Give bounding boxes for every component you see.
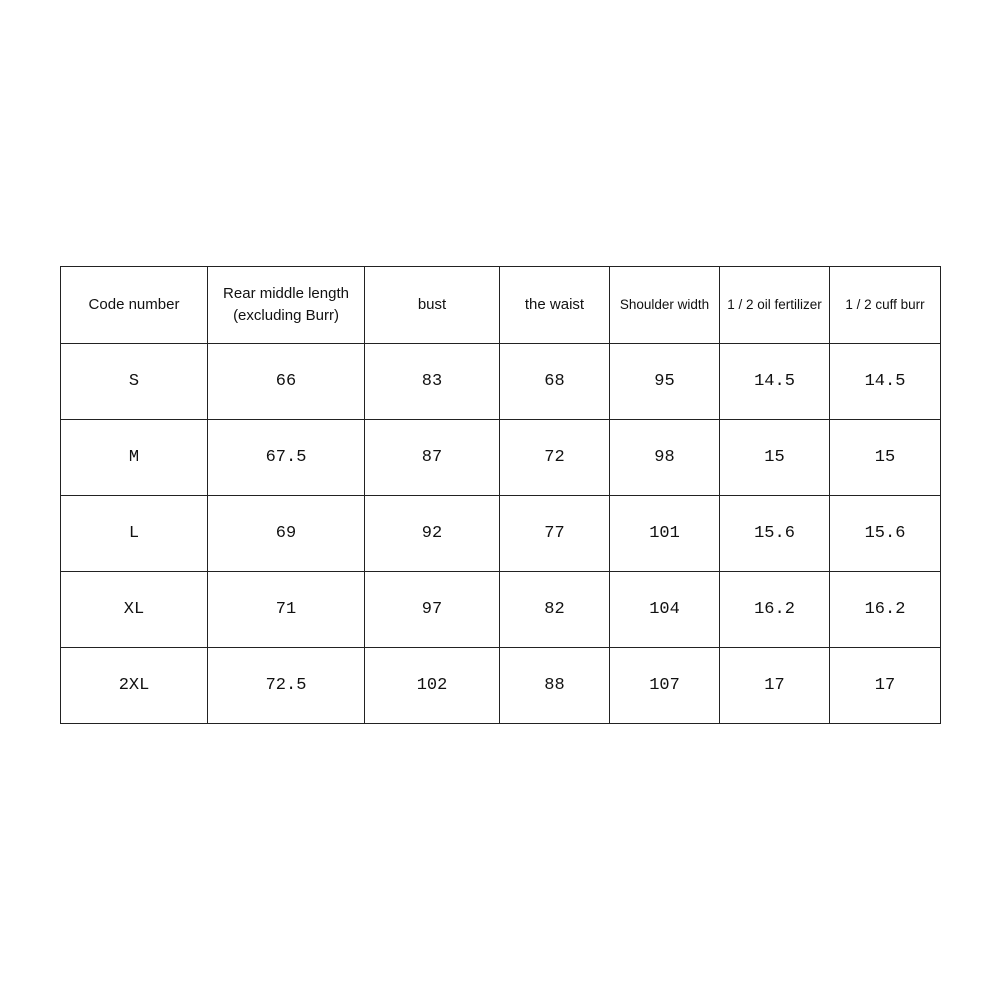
- cell-bust: 83: [365, 344, 500, 420]
- cell-waist: 82: [500, 572, 610, 648]
- cell-half-cuff-burr: 15.6: [830, 496, 941, 572]
- cell-half-oil-fertilizer: 16.2: [720, 572, 830, 648]
- cell-bust: 97: [365, 572, 500, 648]
- table-row: [61, 496, 941, 572]
- cell-size-code: L: [61, 496, 208, 572]
- table-row: [61, 420, 941, 496]
- header-code-number: Code number: [61, 267, 208, 344]
- table-header-row: [61, 267, 941, 344]
- cell-size-code: 2XL: [61, 648, 208, 724]
- cell-rear-middle-length: 69: [208, 496, 365, 572]
- cell-bust: 87: [365, 420, 500, 496]
- cell-waist: 77: [500, 496, 610, 572]
- cell-rear-middle-length: 71: [208, 572, 365, 648]
- cell-half-cuff-burr: 15: [830, 420, 941, 496]
- cell-half-oil-fertilizer: 15: [720, 420, 830, 496]
- header-rear-middle-length: Rear middle length (excluding Burr): [208, 267, 365, 344]
- header-half-oil-fertilizer: 1 / 2 oil fertilizer: [720, 267, 830, 344]
- table-row: [61, 344, 941, 420]
- cell-size-code: XL: [61, 572, 208, 648]
- cell-half-cuff-burr: 16.2: [830, 572, 941, 648]
- cell-half-oil-fertilizer: 17: [720, 648, 830, 724]
- cell-half-oil-fertilizer: 14.5: [720, 344, 830, 420]
- cell-size-code: M: [61, 420, 208, 496]
- table-row: [61, 648, 941, 724]
- cell-rear-middle-length: 67.5: [208, 420, 365, 496]
- cell-shoulder-width: 95: [610, 344, 720, 420]
- size-chart-table: [60, 266, 941, 724]
- cell-bust: 102: [365, 648, 500, 724]
- header-half-cuff-burr: 1 / 2 cuff burr: [830, 267, 941, 344]
- cell-shoulder-width: 104: [610, 572, 720, 648]
- cell-waist: 68: [500, 344, 610, 420]
- header-shoulder-width: Shoulder width: [610, 267, 720, 344]
- cell-shoulder-width: 98: [610, 420, 720, 496]
- cell-waist: 72: [500, 420, 610, 496]
- cell-half-cuff-burr: 17: [830, 648, 941, 724]
- cell-bust: 92: [365, 496, 500, 572]
- cell-waist: 88: [500, 648, 610, 724]
- cell-shoulder-width: 101: [610, 496, 720, 572]
- cell-rear-middle-length: 66: [208, 344, 365, 420]
- header-bust: bust: [365, 267, 500, 344]
- header-waist: the waist: [500, 267, 610, 344]
- cell-shoulder-width: 107: [610, 648, 720, 724]
- cell-rear-middle-length: 72.5: [208, 648, 365, 724]
- cell-size-code: S: [61, 344, 208, 420]
- table-row: [61, 572, 941, 648]
- cell-half-oil-fertilizer: 15.6: [720, 496, 830, 572]
- cell-half-cuff-burr: 14.5: [830, 344, 941, 420]
